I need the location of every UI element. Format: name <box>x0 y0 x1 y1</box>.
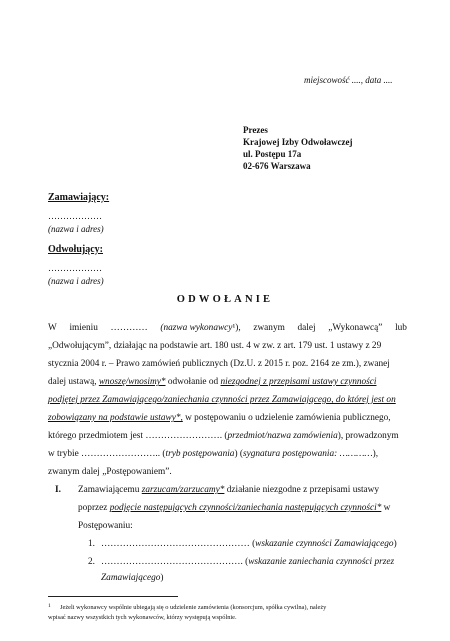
list-item-1 <box>101 538 397 550</box>
body-text: w postępowaniu o udzielenie zamówienia publicznego, <box>182 413 391 423</box>
appellant-label: Odwołujący: <box>48 244 103 255</box>
section-text: w <box>381 503 391 513</box>
body-line-4 <box>48 376 376 388</box>
place-and-date: miejscowość ...., data .... <box>304 75 393 85</box>
list-item-dots: ………………………………………… ( <box>101 539 256 549</box>
body-text: wnoszę/wnosimy* <box>98 377 166 387</box>
contracting-authority-dots: ……………… <box>48 211 102 221</box>
contracting-authority-label: Zamawiający: <box>48 192 110 203</box>
body-word: imieniu <box>69 323 98 333</box>
section-text: poprzez <box>78 503 110 513</box>
contracting-authority-hint: (nazwa i adres) <box>48 224 104 234</box>
footnote-separator <box>48 596 178 597</box>
list-item-hint: wskazanie czynności Zamawiającego <box>255 539 394 549</box>
list-item-text: ) <box>393 539 397 549</box>
body-text: tryb postępowania <box>165 449 235 459</box>
section-line-2 <box>78 502 390 514</box>
list-item-text: ) <box>160 573 164 583</box>
body-text: ), prowadzonym <box>337 431 399 441</box>
section-line-1 <box>78 484 379 496</box>
body-text: odwołanie od <box>165 377 221 387</box>
body-line-7 <box>48 430 399 442</box>
section-text: podjęcie następujących czynności/zaniechania następujących czynności* <box>109 503 382 513</box>
footnote-ref: ¹), <box>232 323 241 333</box>
recipient-block <box>243 124 352 172</box>
footnote-number: 1 <box>48 603 51 609</box>
recipient-line: Krajowej Izby Odwoławczej <box>243 137 353 147</box>
contractor-name-hint: (nazwa wykonawcy <box>160 323 233 333</box>
body-text: ) ( <box>234 449 243 459</box>
list-item-2-number: 2. <box>88 557 95 567</box>
list-item-hint: wskazanie zaniechania czynności przez <box>248 557 395 567</box>
body-word: dalej <box>297 323 316 333</box>
body-text: ), <box>372 449 379 459</box>
section-text: zarzucam/zarzucamy* <box>141 485 225 495</box>
section-number: I. <box>55 485 61 495</box>
appellant-dots: ……………… <box>48 263 102 273</box>
body-line-2: „Odwołującym”, działając na podstawie art. 180 ust. 4 w zw. z art. 179 ust. 1 ustawy z 29 <box>48 341 382 351</box>
list-item-2 <box>101 556 394 568</box>
recipient-line: Prezes <box>243 125 268 135</box>
body-word: zwanym <box>253 323 285 333</box>
section-line-3: Postępowaniu: <box>78 521 133 531</box>
list-item-1-number: 1. <box>88 539 95 549</box>
list-item-hint: Zamawiającego <box>101 573 161 583</box>
footnote-line-2: wpisać nazwy wszystkich tych wykonawców, którzy występują wspólnie. <box>48 614 237 621</box>
section-text: działanie niezgodne z przepisami ustawy <box>224 485 380 495</box>
body-word: „Wykonawcą” <box>328 323 383 333</box>
body-text: dalej ustawą, <box>48 377 99 387</box>
body-word: lub <box>395 323 407 333</box>
body-word <box>160 322 240 334</box>
body-text: niezgodnej z przepisami ustawy czynności <box>220 377 377 387</box>
body-text: którego przedmiotem jest ……………………. ( <box>48 431 228 441</box>
recipient-line: 02-676 Warszawa <box>243 161 311 171</box>
body-text: przedmiot/nazwa zamówienia <box>227 431 338 441</box>
section-text: Zamawiającemu <box>78 485 142 495</box>
body-text: w trybie …………………….. ( <box>48 449 166 459</box>
recipient-line: ul. Postępu 17a <box>243 149 302 159</box>
appellant-hint: (nazwa i adres) <box>48 276 104 286</box>
list-item-dots: ………………………………………. ( <box>101 557 249 567</box>
body-line-8 <box>48 448 378 460</box>
body-line-9: zwanym dalej „Postępowaniem”. <box>48 467 172 477</box>
body-text: sygnatura postępowania: ………… <box>242 449 373 459</box>
document-title: ODWOŁANIE <box>176 294 274 305</box>
body-line-5: podjętej przez Zamawiającego/zaniechania czynności przez Zamawiającego, do której jest on <box>48 395 396 405</box>
body-line-3: stycznia 2004 r. – Prawo zamówień publicznych (Dz.U. z 2015 r. poz. 2164 ze zm.), zwanej <box>48 359 390 369</box>
body-word: ………… <box>110 323 148 333</box>
body-word: W <box>48 323 57 333</box>
list-item-2-continued <box>101 572 164 584</box>
body-line-1 <box>48 322 407 334</box>
footnote-line-1: Jeżeli wykonawcy wspólnie ubiegają się o udzielenie zamówienia (konsorcjum, spółka cywilna), należy <box>60 604 327 611</box>
body-text: zobowiązany na podstawie ustawy*, <box>48 413 183 423</box>
body-line-6 <box>48 412 391 424</box>
